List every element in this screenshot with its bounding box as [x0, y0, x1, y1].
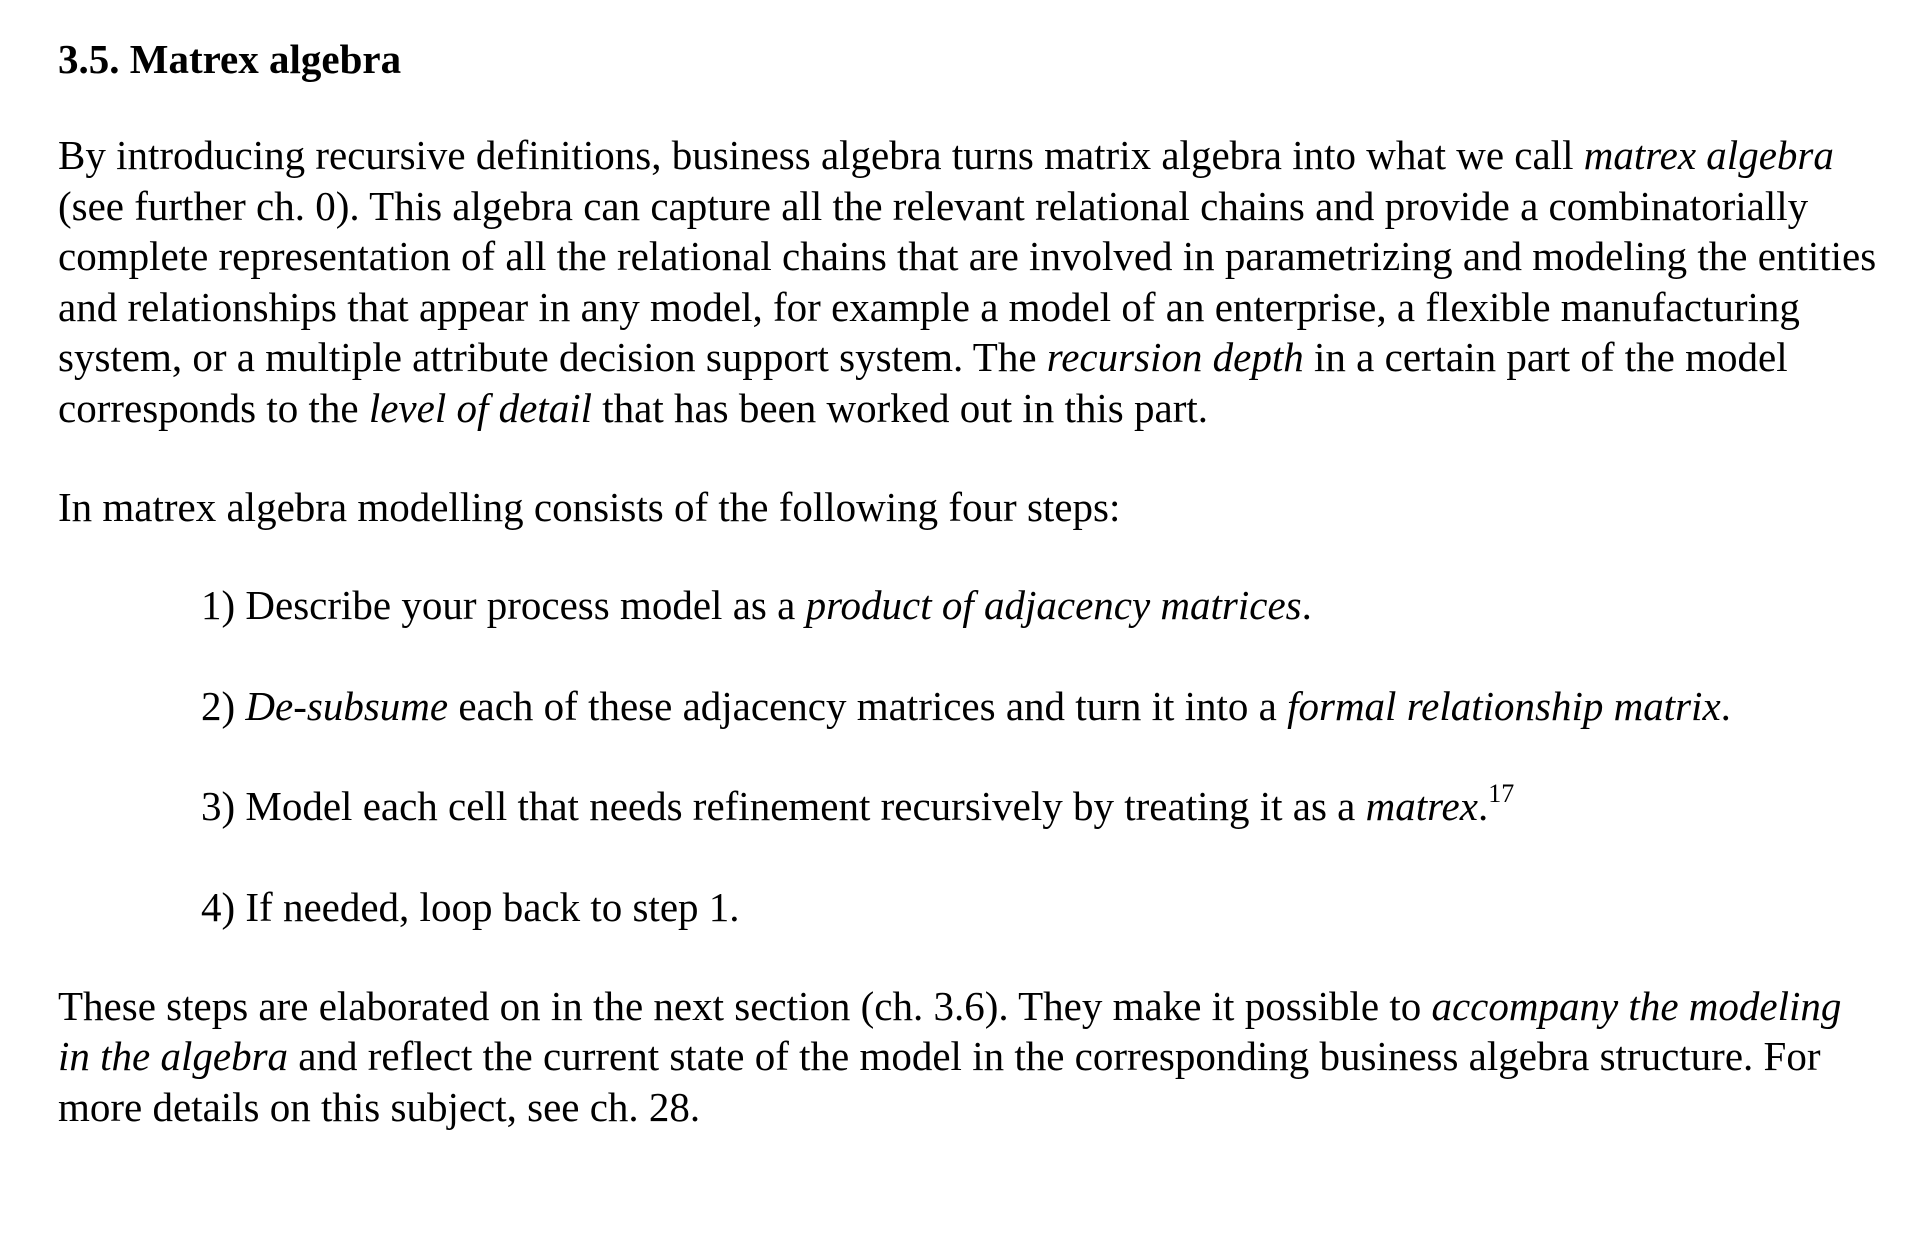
step-2-term-formal-relationship-matrix: formal relationship matrix: [1287, 682, 1721, 729]
intro-text-4: that has been worked out in this part.: [591, 384, 1208, 431]
term-recursion-depth: recursion depth: [1046, 334, 1304, 381]
term-matrex-algebra: matrex algebra: [1583, 132, 1834, 178]
step-3-term-matrex: matrex: [1365, 783, 1478, 830]
step-4-text: 4) If needed, loop back to step 1.: [201, 883, 740, 930]
intro-paragraph: [58, 130, 1878, 434]
steps-intro-paragraph: In matrex algebra modelling consists of the following four steps:: [58, 483, 1121, 530]
step-4: [201, 882, 1878, 933]
intro-text-3: in a certain part of the model corresponds to the: [58, 334, 1788, 431]
document-page: [58, 28, 1878, 1132]
step-1: [201, 580, 1878, 631]
step-1-text: 1) Describe your process model as a: [201, 582, 806, 629]
step-1-end: .: [1301, 582, 1312, 629]
intro-text-1: By introducing recursive definitions, business algebra turns matrix algebra into what we call: [58, 132, 1584, 178]
term-level-of-detail: level of detail: [368, 384, 592, 431]
step-3: [201, 778, 1878, 832]
step-1-term: product of adjacency matrices: [805, 582, 1302, 629]
term-accompany-modeling: accompany the modeling in the algebra: [58, 982, 1842, 1080]
step-2-number: 2): [201, 682, 246, 729]
footnote-marker[interactable]: 17: [1488, 778, 1515, 808]
step-3-text: 3) Model each cell that needs refinement recursively by treating it as a: [201, 783, 1366, 830]
closing-text-1: These steps are elaborated on in the next section (ch. 3.6). They make it possible to: [58, 982, 1432, 1029]
step-3-end: .: [1477, 783, 1489, 830]
step-2: [201, 681, 1878, 732]
section-heading: 3.5. Matrex algebra: [58, 36, 402, 82]
intro-text-2: (see further ch. 0). This algebra can capture all the relevant relational chains and provide a combinatorially complete representation of all the relational chains that are involved in parametrizing and modeling the entities and relationships that appear in any model, for example a model of an enterprise, a flexible manufacturing system, or a multiple attribute decision support system. The: [58, 182, 1877, 381]
step-2-end: .: [1720, 682, 1731, 729]
closing-text-2: and reflect the current state of the model in the corresponding business algebra structure. For more details on this subject, see ch. 28.: [58, 1033, 1821, 1130]
step-2-text: each of these adjacency matrices and turn it into a: [448, 682, 1288, 729]
step-2-term-de-subsume: De-subsume: [245, 682, 449, 729]
steps-list: [201, 580, 1878, 932]
closing-paragraph: [58, 981, 1878, 1133]
